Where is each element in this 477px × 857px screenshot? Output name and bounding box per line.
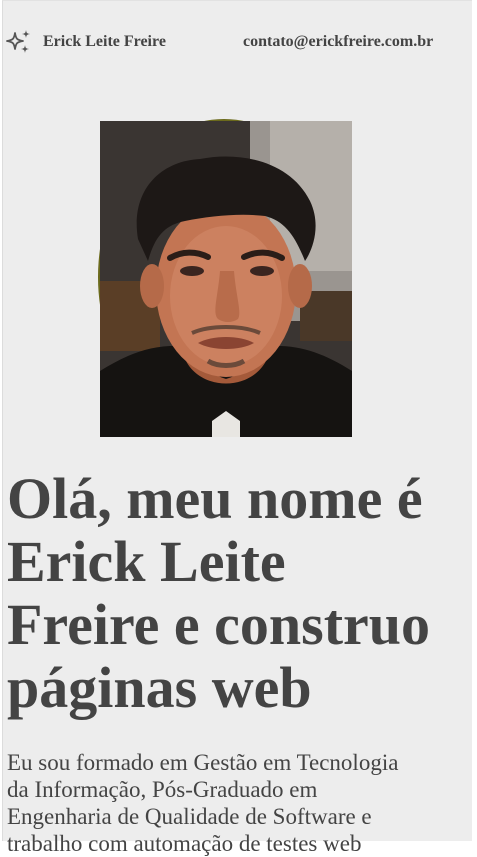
bio-line: Engenharia de Qualidade de Software e (7, 804, 372, 829)
page (2, 0, 472, 856)
hero-title-line: páginas web (7, 655, 312, 720)
hero-title-line: Freire e construo (7, 592, 431, 657)
hero-title-line: Olá, meu nome é (7, 466, 423, 531)
bio-line: Eu sou formado em Gestão em Tecnologia (7, 750, 399, 775)
sparkles-icon[interactable] (4, 28, 34, 58)
hero-title-line: Erick Leite (7, 529, 286, 594)
contact-email-link[interactable]: contato@erickfreire.com.br (243, 33, 434, 50)
profile-photo (98, 119, 350, 435)
brand-name[interactable]: Erick Leite Freire (43, 33, 166, 50)
site-header (3, 27, 473, 59)
bio-line: trabalho com automação de testes web (7, 831, 362, 856)
hero-title (7, 467, 477, 719)
bio-paragraph (7, 749, 475, 856)
bio-line: da Informação, Pós-Graduado em (7, 777, 318, 802)
